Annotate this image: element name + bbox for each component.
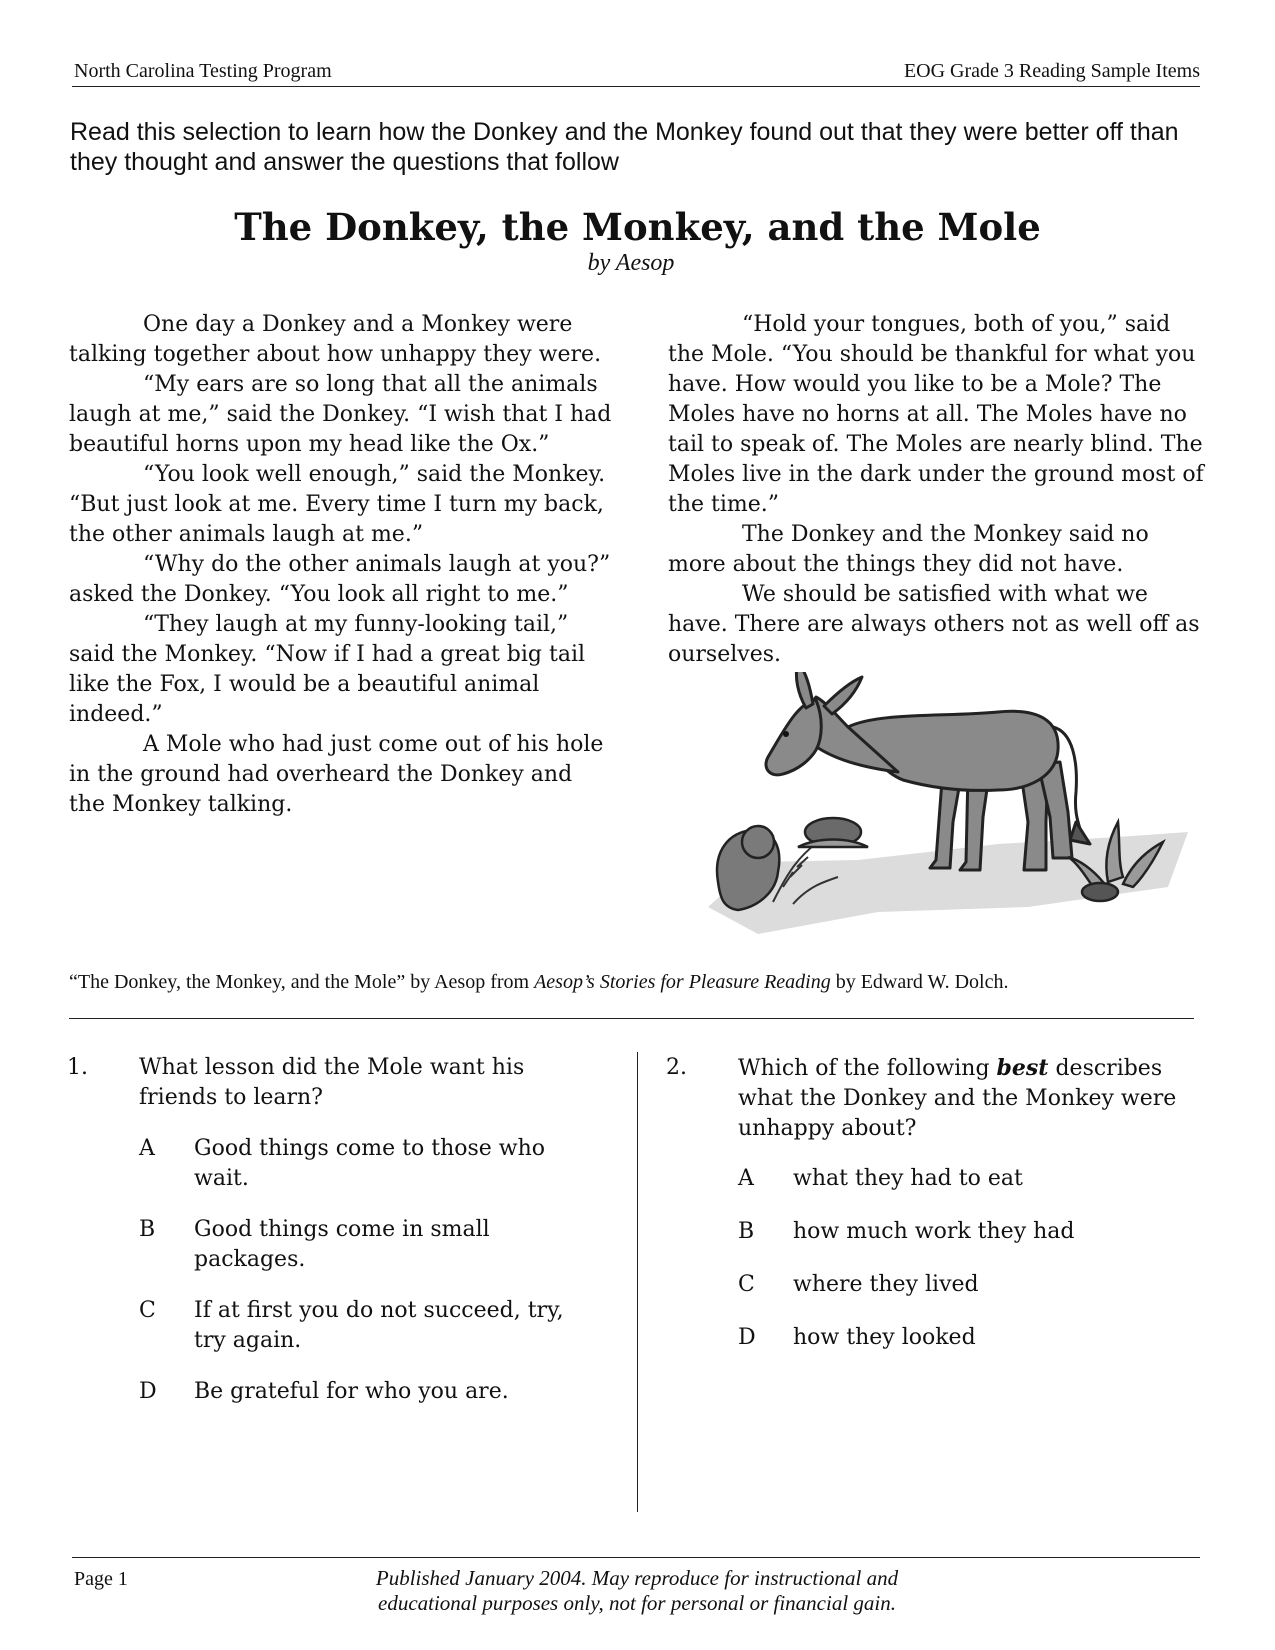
question-number: 2. (666, 1055, 687, 1080)
page-number: Page 1 (74, 1568, 128, 1590)
option-letter: C (139, 1298, 156, 1323)
donkey-eye (783, 731, 789, 737)
story-paragraph: “They laugh at my funny-looking tail,” said the Monkey. “Now if I had a great big tail like the Fox, I would be a beautiful animal indeed.” (69, 612, 586, 727)
question-stem (738, 1053, 1198, 1144)
stem-text: describes what the Donkey and the Monkey were unhappy about? (738, 1056, 1177, 1141)
page-header (72, 58, 1200, 87)
question-number: 1. (67, 1055, 88, 1080)
donkey-monkey-mole-illustration (698, 672, 1198, 947)
story-paragraph: “Why do the other animals laugh at you?” asked the Donkey. “You look all right to me.” (69, 552, 611, 607)
donkey-body (848, 711, 1058, 790)
reading-instructions: Read this selection to learn how the Donkey and the Monkey found out that they were better off than they thought and answer the questions that follow (70, 118, 1179, 176)
option-text: If at first you do not succeed, try, try again. (194, 1298, 564, 1353)
question-stem: What lesson did the Mole want his friends to learn? (139, 1055, 525, 1110)
option-letter: C (738, 1272, 755, 1297)
option-text: Good things come to those who wait. (194, 1136, 546, 1191)
donkey-head (766, 700, 821, 775)
story-paragraph: “My ears are so long that all the animals laugh at me,” said the Donkey. “I wish that I had beautiful horns upon my head like the Ox.” (69, 372, 612, 457)
story-column-right (668, 310, 1213, 670)
option-letter: D (738, 1325, 756, 1350)
story-column-left (69, 310, 614, 820)
option-letter: B (738, 1219, 755, 1244)
option-letter: A (139, 1136, 155, 1161)
question-2 (666, 1053, 1226, 1413)
option-text: Good things come in small packages. (194, 1217, 490, 1272)
monkey-head (742, 826, 774, 858)
credit-prefix: “The Donkey, the Monkey, and the Mole” by Aesop from (69, 971, 535, 993)
option-text: where they lived (793, 1272, 979, 1297)
story-paragraph: “You look well enough,” said the Monkey. “But just look at me. Every time I turn my back, the other animals laugh at me.” (69, 462, 606, 547)
credit-book-title: Aesop’s Stories for Pleasure Reading (534, 971, 831, 993)
option-letter: A (738, 1166, 754, 1191)
story-paragraph: The Donkey and the Monkey said no more about the things they did not have. (668, 522, 1149, 577)
story-title: The Donkey, the Monkey, and the Mole (234, 205, 1041, 249)
story-paragraph: We should be satisfied with what we have. There are always others not as well off as ourselves. (668, 582, 1200, 667)
publication-notice: Published January 2004. May reproduce for instructional and educational purposes only, not for personal or financial gain. (375, 1566, 899, 1615)
stem-emphasis: best (996, 1055, 1049, 1081)
option-text: Be grateful for who you are. (194, 1379, 509, 1404)
page-footer (72, 1557, 1200, 1615)
credit-suffix: by Edward W. Dolch. (830, 971, 1009, 993)
column-divider (637, 1052, 638, 1512)
option-text: how much work they had (793, 1219, 1075, 1244)
story-author: by Aesop (587, 250, 675, 276)
option-text: how they looked (793, 1325, 976, 1350)
donkey-ear (796, 672, 813, 708)
option-letter: B (139, 1217, 156, 1242)
option-text: what they had to eat (793, 1166, 1023, 1191)
mole-figure (798, 818, 868, 847)
header-program-name: North Carolina Testing Program (74, 60, 332, 82)
story-paragraph: A Mole who had just come out of his hole in the ground had overheard the Donkey and the Monkey talking. (69, 732, 604, 817)
header-document-name: EOG Grade 3 Reading Sample Items (903, 60, 1200, 82)
story-paragraph: One day a Donkey and a Monkey were talking together about how unhappy they were. (69, 312, 602, 367)
source-credit (69, 971, 1209, 994)
option-letter: D (139, 1379, 157, 1404)
donkey-ear (824, 677, 862, 714)
section-divider (69, 1018, 1194, 1019)
stem-text: Which of the following (738, 1056, 997, 1081)
mole-mound (798, 840, 868, 848)
question-1 (67, 1053, 627, 1473)
story-paragraph: “Hold your tongues, both of you,” said the Mole. “You should be thankful for what you have. How would you like to be a Mole? The Moles have no horns at all. The Moles have no tail to speak of. The Moles are nearly blind. The Moles live in the dark under the ground most of the time.” (668, 312, 1204, 517)
